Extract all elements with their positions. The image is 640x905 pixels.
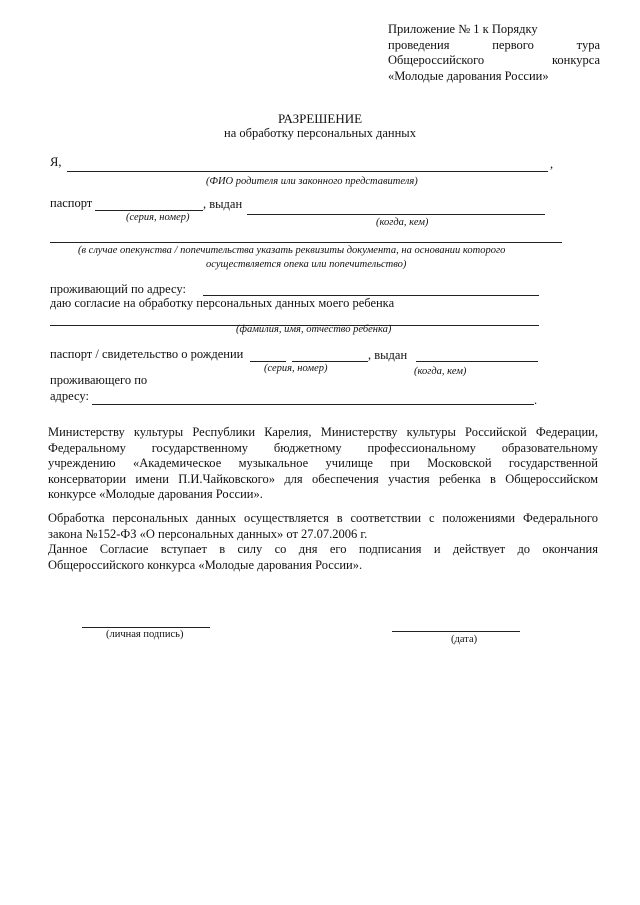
paragraph-line: Данное Согласие вступает в силу со дня его подписания и действует до окончания [48, 542, 598, 556]
document-title: РАЗРЕШЕНИЕ [277, 111, 363, 126]
document-subtitle: на обработку персональных данных [224, 126, 416, 140]
paragraph-line: Федеральному государственному бюджетному профессиональному образовательному [48, 440, 598, 455]
paragraph-validity [48, 542, 598, 573]
when-whom-hint: (когда, кем) [376, 217, 429, 228]
appendix-line-4: «Молодые дарования России» [388, 68, 549, 83]
paragraph-line: Общероссийского конкурса «Молодые дарования России». [48, 557, 363, 572]
child-number-line[interactable] [292, 361, 368, 362]
paragraph-line: Министерству культуры Республики Карелия, Министерству культуры Российской Федерации, [48, 425, 598, 439]
paragraph-recipients [48, 425, 598, 503]
child-address-line[interactable] [92, 404, 534, 405]
guardian-hint-line-1: (в случае опекунства / попечительства указать реквизиты документа, на основании которого [78, 245, 506, 256]
label-passport-birth: паспорт / свидетельство о рождении [50, 347, 244, 361]
label-comma: , [550, 157, 554, 171]
label-issued: , выдан [203, 197, 243, 211]
fio-hint: (ФИО родителя или законного представителя) [206, 176, 418, 187]
label-residing: проживающий по адресу: [50, 282, 186, 296]
appendix-block [388, 22, 600, 84]
signature-hint: (личная подпись) [106, 629, 184, 640]
paragraph-line: конкурсе «Молодые дарования России». [48, 487, 263, 501]
signature-line[interactable] [82, 627, 210, 628]
guardian-doc-line[interactable] [50, 242, 562, 243]
paragraph-line: учреждению «Академическое музыкальное училище при Московской государственной [48, 456, 598, 470]
label-period: . [534, 393, 538, 407]
label-consent: даю согласие на обработку персональных данных моего ребенка [50, 296, 395, 310]
series-number-hint: (серия, номер) [126, 212, 190, 223]
passport-number-line[interactable] [95, 210, 203, 211]
series-number-hint-2: (серия, номер) [264, 363, 328, 374]
passport-issued-line[interactable] [247, 214, 545, 215]
appendix-line-1: Приложение № 1 к Порядку [388, 22, 538, 36]
date-line[interactable] [392, 631, 520, 632]
paragraph-legal-basis [48, 511, 598, 542]
date-hint: (дата) [451, 634, 478, 645]
appendix-line-2: проведения первого тура [388, 37, 600, 52]
label-issued-2: , выдан [368, 348, 408, 362]
guardian-hint-line-2: осуществляется опека или попечительство) [206, 259, 407, 270]
child-issued-line[interactable] [416, 361, 538, 362]
child-series-line[interactable] [250, 361, 286, 362]
label-ya: Я, [50, 155, 62, 169]
paragraph-line: консерватории имени П.И.Чайковского» для обеспечения участия ребенка в Общероссийском [48, 471, 598, 486]
paragraph-line: Обработка персональных данных осуществляется в соответствии с положениями Федерального [48, 511, 598, 525]
fio-line[interactable] [67, 171, 548, 172]
paragraph-line: закона №152-ФЗ «О персональных данных» от 27.07.2006 г. [48, 526, 368, 541]
when-whom-hint-2: (когда, кем) [414, 366, 467, 377]
label-passport: паспорт [50, 196, 93, 210]
label-residing-child-2: адресу: [50, 389, 89, 403]
child-name-hint: (фамилия, имя, отчество ребенка) [236, 324, 392, 335]
label-residing-child-1: проживающего по [50, 373, 148, 387]
appendix-line-3: Общероссийского конкурса [388, 53, 600, 67]
